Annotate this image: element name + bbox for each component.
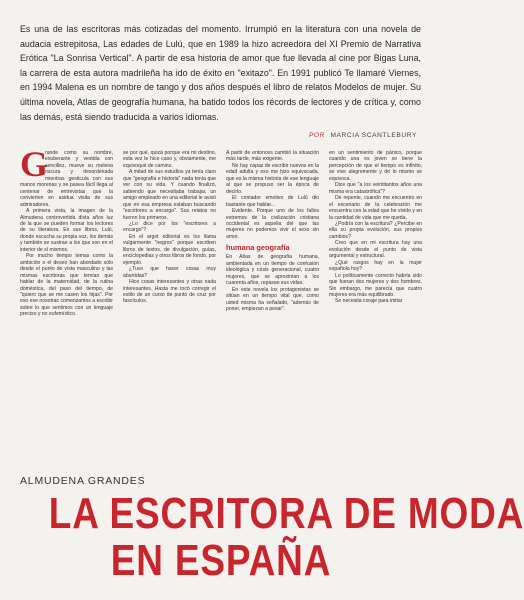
- question: Se necesita coraje para imitar: [335, 298, 403, 305]
- paragraph: No hay capaz de escribir nuevos en la edad adulta y eso me hizo equivocada, que es la misma historia de ese lenguaje al que se propuso ser la época de decirlo.: [226, 162, 319, 195]
- column-3: [226, 150, 319, 418]
- paragraph: Lo políticamente correcto habría sido que fueran dos mujeres y dos hombres. Sin embargo, me parecía que cuatro mujeres era más equilibrado.: [329, 272, 422, 298]
- headline-line-1: LA ESCRITORA DE MODA: [48, 489, 524, 538]
- paragraph: A primera vista, la imagen de la Almudena controvertida dista años luz de la que se pueden formar los lectores de su literatura. En sus libros, Lulú, donde escucha su propia voz, los demás y también se sustrae a los que son en el interior de sí mismos.: [20, 208, 113, 253]
- column-1: [20, 144, 113, 418]
- paragraph: En este novela los protagonistas se sitúan en un tiempo vital que, como usted misma ha señalado, "además de poner, empiezan a pesar".: [226, 286, 319, 312]
- paragraph: A mitad de sus estudios ya tenía claro que "geografía e historia" nada tenía que ver con su vida. Y cuando finalizó, sabiendo que necesitaba trabajar, un amigo empleado en una editorial le avisó que en esa empresa estaban buscando "escritores a encargo". Sus relatos no fueron los primeros.: [123, 169, 216, 221]
- paragraph: Creo que en mi escritura hay una evolución desde el punto de vista argumental y estructural.: [329, 240, 422, 260]
- paragraph: rande como su nombre, exuberante y vestida con sencillez, mueve su melena oscura y desordenada mientras gesticula con sus manos morenas y se pasea fácil llega al centenar de entrevistas que la convierten en asidua visita de sus admiradores.: [20, 150, 113, 208]
- paragraph: se por qué, quizá porque era mi destino, esta vez le hice caso y, obviamente, me equivoqué de camino.: [123, 150, 216, 169]
- paragraph: En el argot editorial es los llama vulgarmente "negros" porque escriben libros de textos, de divulgación, guías, enciclopedias y otros libros de fondo, por ejemplo.: [123, 233, 216, 266]
- paragraph: A partir de entonces cambió la situación más tarde, más exigente.: [226, 150, 319, 163]
- headline-line-2: EN ESPAÑA: [110, 536, 332, 585]
- paragraph: Hice cosas interesantes y otras nada interesantes. Hasta me tocó corregir el estilo de un curso de punto de cruz por fascículos.: [123, 279, 216, 305]
- question: ¿Tuvo que hacer cosas muy aburridas?: [123, 266, 216, 279]
- byline-author: MARCIA SCANTLEBURY: [330, 132, 417, 139]
- paragraph: En Atlas de geografía humana, ambientada en un tiempo de confusión ideológica y crisis generacional, cuatro mujeres, que se aproximan a los cuarenta años, repasan sus vidas.: [226, 254, 319, 287]
- column-2: [123, 150, 216, 418]
- question: ¿Podría con la escritura? ¿Percibe en ella su propia evolución, sus propios cambios?: [329, 220, 422, 240]
- question: ¿Lo dice por los "escritores a encargo"?: [123, 220, 216, 234]
- byline-prefix: POR: [308, 132, 326, 139]
- drop-cap: G: [20, 144, 49, 184]
- paragraph: Por mucho tiempo temas como la ambición o el deseo han abordado sólo desde el punto de vista masculino y las mismas escritoras que temían que hablar de la maternidad, de la rutina doméstica, del paso del tiempo, de "quiero que se me casen los hijas". Por eso ese nosotras comenzamos a escribir sobre lo que sentimos con un lenguaje preciso y no eufemístico.: [20, 253, 113, 318]
- byline: [309, 132, 417, 139]
- paragraph: De repente, cuando me encuentro en el escenario de la celebración me encuentra con la edad que he vivido y en la cantidad de vida que me queda.: [329, 195, 422, 221]
- intro-paragraph: Es una de las escritoras más cotizadas del momento. Irrumpió en la literatura con una novela de audacia estrepitosa, Las edades de Lulú, que en 1989 la hizo acreedora del XI Premio de Narrativa Erótica "La Sonrisa Vertical". A partir de esa historia de amor que fue llevada al cine por Bigas Luna, la carrera de esta autora madrileña ha ido de éxito en "exitazo". En 1991 publicó Te llamaré Viernes, en 1994 Malena es un nombre de tango y dos años después el libro de relatos Modelos de mujer. Su última novela, Atlas de geografía humana, ha batido todos los récords de lectores y de crítica y, como las demás, está siendo traducida a varios idiomas.: [20, 24, 421, 122]
- paragraph: en un sentimiento de pánico, porque cuando una es joven se tiene la percepción de que el tiempo es infinito, se vive alegremente y de lo mismo se equivoca.: [329, 150, 422, 182]
- question: ¿Qué rasgos hay en la mujer española hoy?: [329, 259, 422, 273]
- paragraph: Evidente. Porque uno de los fallos extremos de la civilización cristiana occidental es aquella del que las mujeres no podemos vivir el sexo sin amor.: [226, 208, 319, 240]
- article-columns: [20, 144, 422, 418]
- question: Dice que "a los veintitantos años una misma era catastrófica"?: [329, 182, 422, 195]
- author-name-label: ALMUDENA GRANDES: [20, 475, 146, 487]
- question: El contador emotivo de Lulú dio bastante que hablar...: [226, 195, 319, 208]
- headline: [48, 489, 524, 585]
- column-4: [329, 150, 422, 418]
- section-subhead: humana geografía: [226, 243, 290, 253]
